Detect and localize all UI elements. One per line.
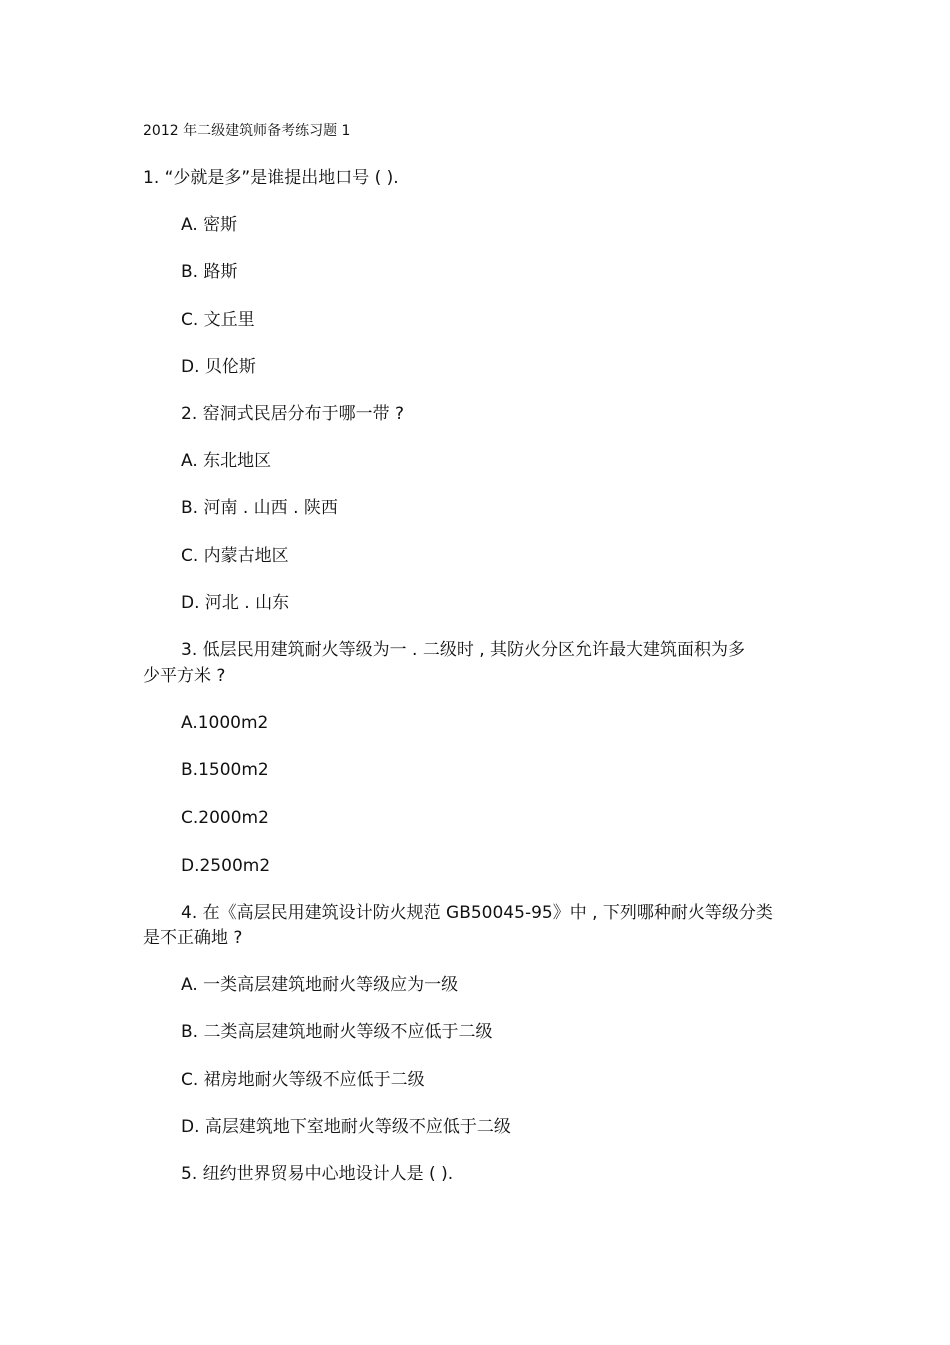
question-3-option-b: B.1500m2 xyxy=(181,760,269,780)
question-1-option-c: C. 文丘里 xyxy=(181,310,255,330)
question-4-option-a: A. 一类高层建筑地耐火等级应为一级 xyxy=(181,975,459,995)
question-3-option-c: C.2000m2 xyxy=(181,808,269,828)
question-3-option-a: A.1000m2 xyxy=(181,713,269,733)
question-1-option-d: D. 贝伦斯 xyxy=(181,357,256,377)
question-4-option-b: B. 二类高层建筑地耐火等级不应低于二级 xyxy=(181,1022,493,1042)
question-2-text: 2. 窑洞式民居分布于哪一带 ? xyxy=(181,404,405,424)
question-3-option-d: D.2500m2 xyxy=(181,856,271,876)
document-title: 2012 年二级建筑师备考练习题 1 xyxy=(143,123,351,139)
question-4-text-line-1: 4. 在《高层民用建筑设计防火规范 GB50045-95》中 , 下列哪种耐火等级分类 xyxy=(181,903,773,923)
question-1-option-a: A. 密斯 xyxy=(181,215,238,235)
question-4-text-line-2: 是不正确地 ? xyxy=(143,928,243,948)
question-2-option-a: A. 东北地区 xyxy=(181,451,272,471)
question-1-text: 1. “少就是多”是谁提出地口号 ( ). xyxy=(143,168,399,188)
question-4-option-d: D. 高层建筑地下室地耐火等级不应低于二级 xyxy=(181,1117,511,1137)
question-2-option-b: B. 河南 . 山西 . 陕西 xyxy=(181,498,338,518)
question-2-option-d: D. 河北 . 山东 xyxy=(181,593,290,613)
question-1-option-b: B. 路斯 xyxy=(181,262,238,282)
question-4-option-c: C. 裙房地耐火等级不应低于二级 xyxy=(181,1070,425,1090)
question-5-text: 5. 纽约世界贸易中心地设计人是 ( ). xyxy=(181,1164,454,1184)
question-3-text-line-1: 3. 低层民用建筑耐火等级为一 . 二级时 , 其防火分区允许最大建筑面积为多 xyxy=(181,640,746,660)
question-3-text-line-2: 少平方米 ? xyxy=(143,666,226,686)
question-2-option-c: C. 内蒙古地区 xyxy=(181,546,289,566)
